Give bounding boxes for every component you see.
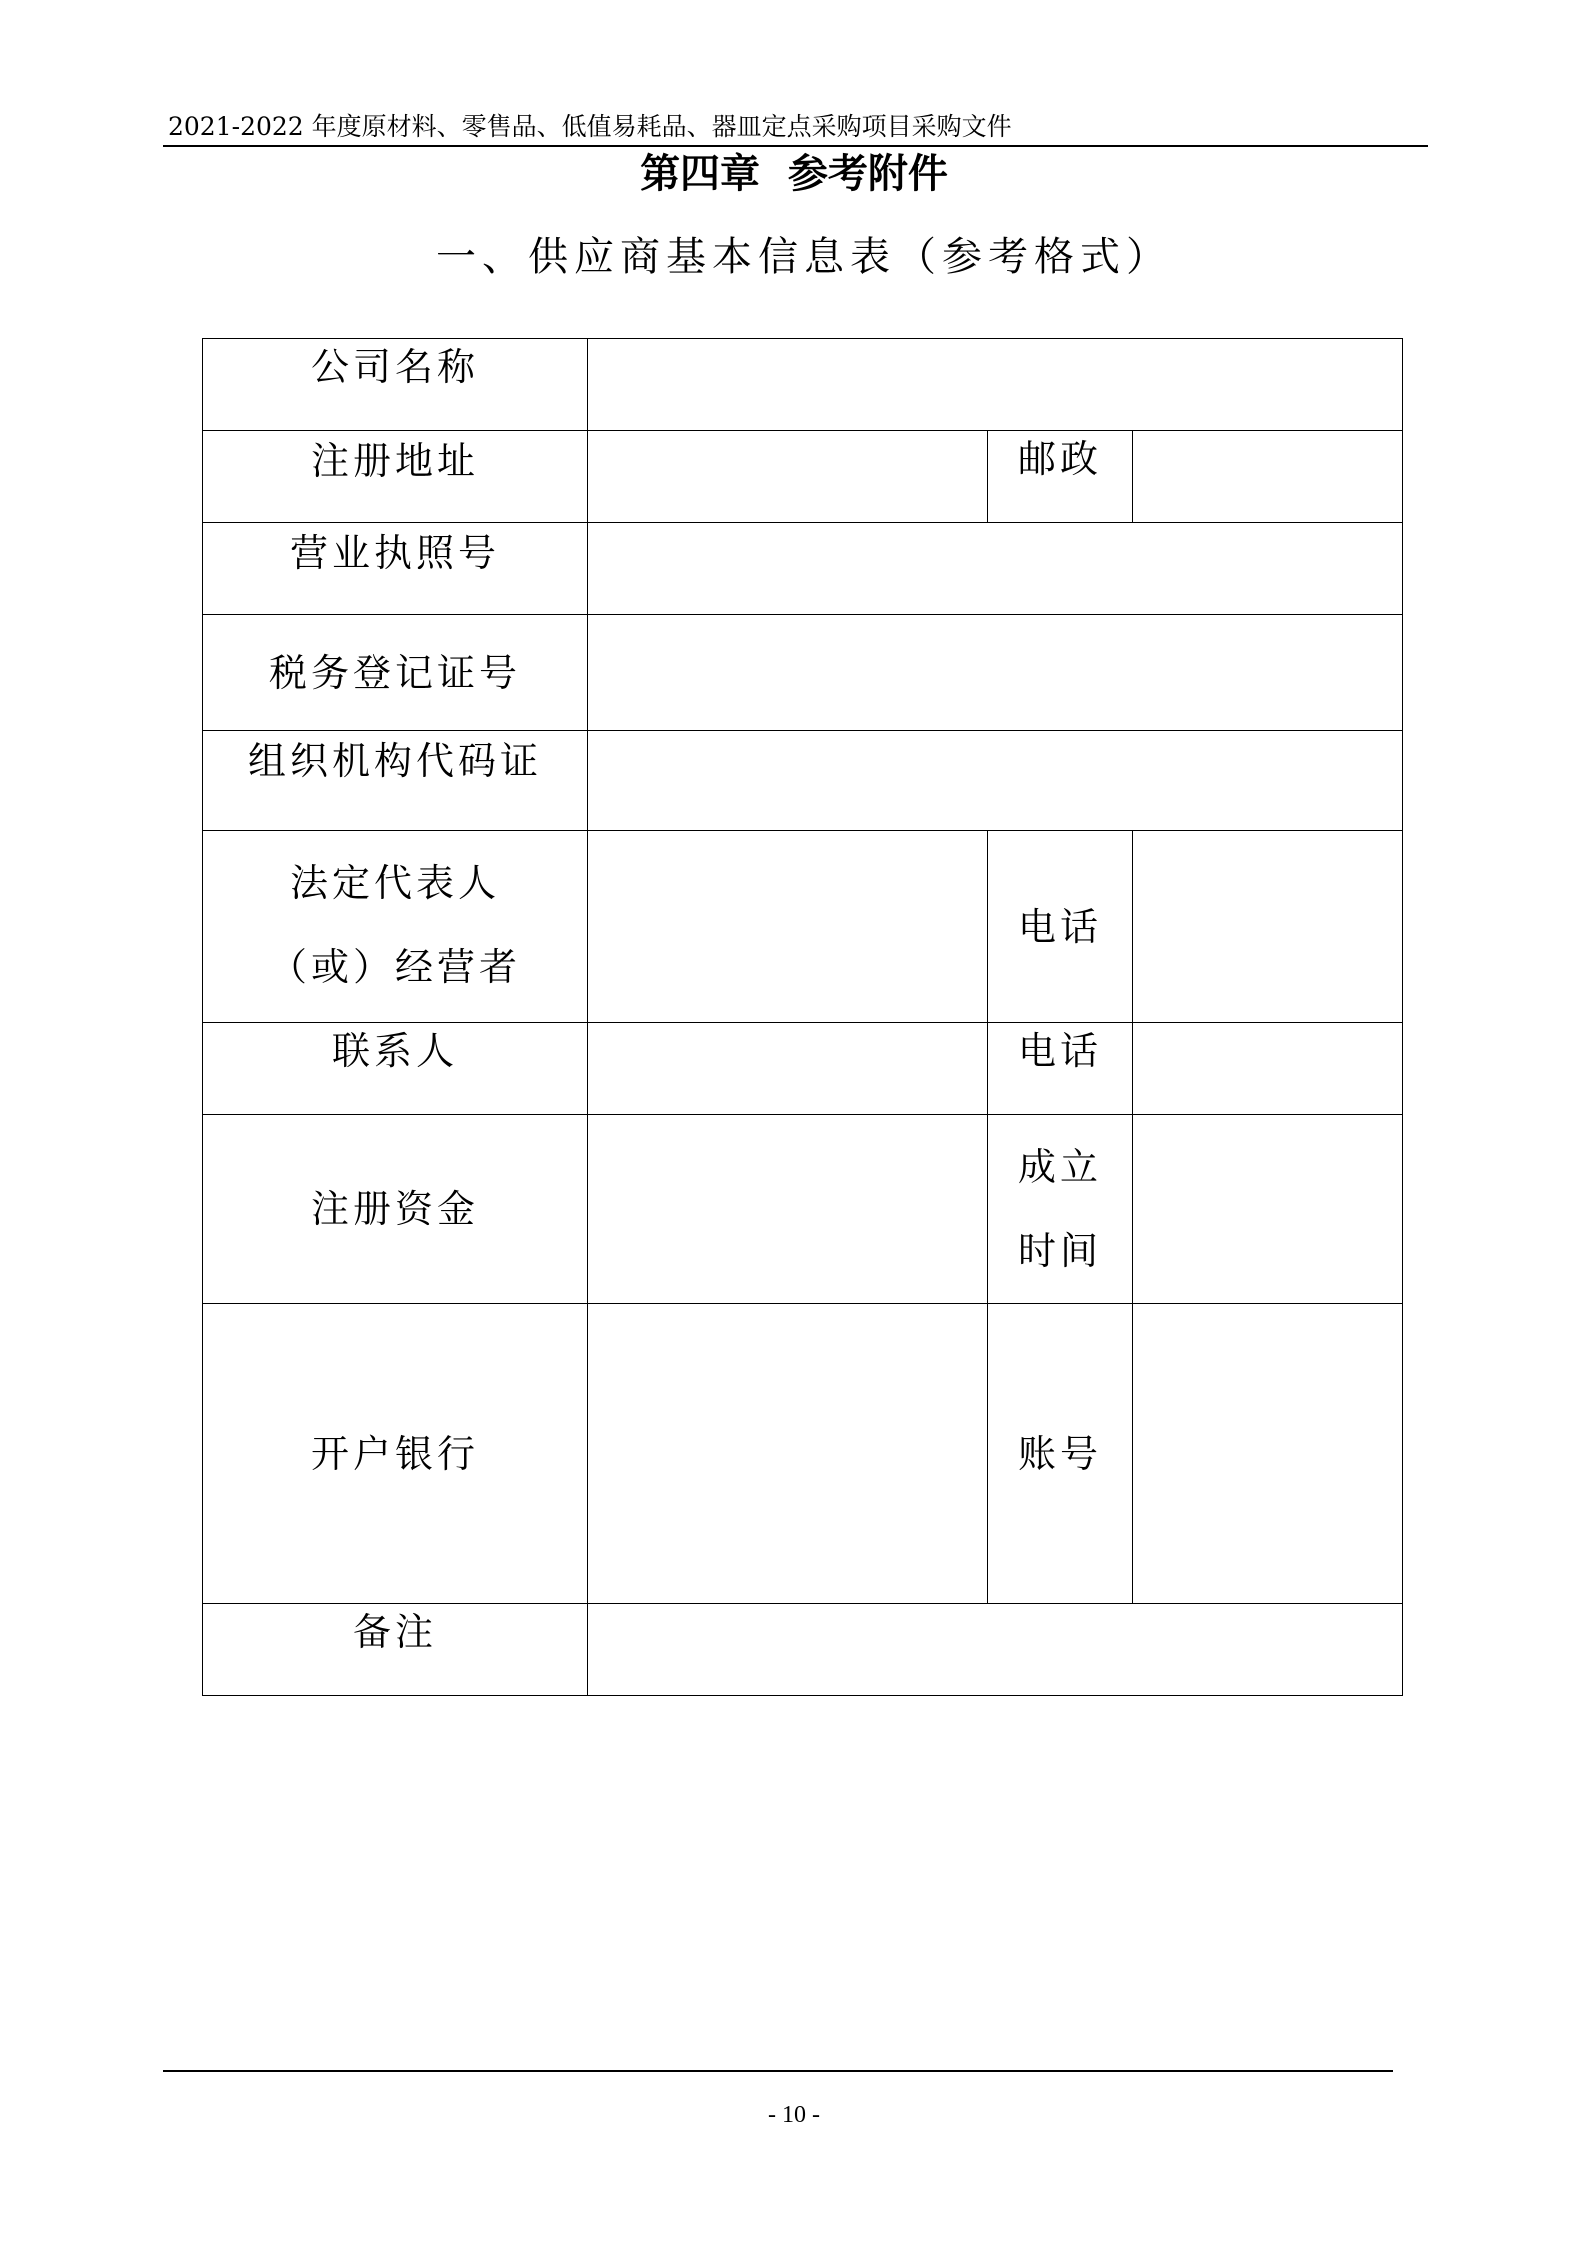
- remarks-label: 备注: [203, 1604, 588, 1696]
- bank-label: 开户银行: [203, 1304, 588, 1604]
- table-row: [203, 431, 1403, 523]
- account-number-label: 账号: [988, 1304, 1133, 1604]
- contact-person-label: 联系人: [203, 1023, 588, 1115]
- table-row: [203, 1304, 1403, 1604]
- tax-registration-field[interactable]: [588, 615, 1403, 731]
- legal-rep-phone-field[interactable]: [1133, 831, 1403, 1023]
- legal-representative-label: [203, 831, 588, 1023]
- legal-rep-phone-label: 电话: [988, 831, 1133, 1023]
- legal-representative-field[interactable]: [588, 831, 988, 1023]
- postal-code-label: 邮政: [988, 431, 1133, 523]
- chapter-title: 第四章 参考附件: [640, 151, 948, 197]
- tax-registration-label: 税务登记证号: [203, 615, 588, 731]
- contact-phone-field[interactable]: [1133, 1023, 1403, 1115]
- organization-code-label: 组织机构代码证: [203, 731, 588, 831]
- account-number-field[interactable]: [1133, 1304, 1403, 1604]
- table-row: [203, 1115, 1403, 1304]
- postal-code-field[interactable]: [1133, 431, 1403, 523]
- business-license-field[interactable]: [588, 523, 1403, 615]
- document-header-title: 2021-2022 年度原材料、零售品、低值易耗品、器皿定点采购项目采购文件: [168, 112, 1012, 141]
- registered-capital-field[interactable]: [588, 1115, 988, 1304]
- page-number: - 10 -: [768, 2102, 820, 2128]
- header-divider: [163, 145, 1428, 147]
- contact-person-field[interactable]: [588, 1023, 988, 1115]
- legal-representative-line2: （或）经营者: [268, 945, 521, 989]
- established-date-line1: 成立: [1017, 1145, 1102, 1189]
- established-date-line2: 时间: [1017, 1229, 1102, 1273]
- established-date-label: [988, 1115, 1133, 1304]
- company-name-field[interactable]: [588, 339, 1403, 431]
- registered-capital-label: 注册资金: [203, 1115, 588, 1304]
- remarks-field[interactable]: [588, 1604, 1403, 1696]
- table-row: [203, 523, 1403, 615]
- registered-address-label: 注册地址: [203, 431, 588, 523]
- bank-field[interactable]: [588, 1304, 988, 1604]
- table-row: [203, 339, 1403, 431]
- footer-divider: [163, 2070, 1393, 2072]
- section-title: 一、供应商基本信息表（参考格式）: [436, 234, 1172, 280]
- supplier-info-table: [202, 338, 1403, 1696]
- legal-representative-line1: 法定代表人: [289, 861, 500, 905]
- contact-phone-label: 电话: [988, 1023, 1133, 1115]
- established-date-field[interactable]: [1133, 1115, 1403, 1304]
- organization-code-field[interactable]: [588, 731, 1403, 831]
- table-row: [203, 1023, 1403, 1115]
- registered-address-field[interactable]: [588, 431, 988, 523]
- table-row: [203, 615, 1403, 731]
- table-row: [203, 831, 1403, 1023]
- business-license-label: 营业执照号: [203, 523, 588, 615]
- table-row: [203, 731, 1403, 831]
- table-row: [203, 1604, 1403, 1696]
- company-name-label: 公司名称: [203, 339, 588, 431]
